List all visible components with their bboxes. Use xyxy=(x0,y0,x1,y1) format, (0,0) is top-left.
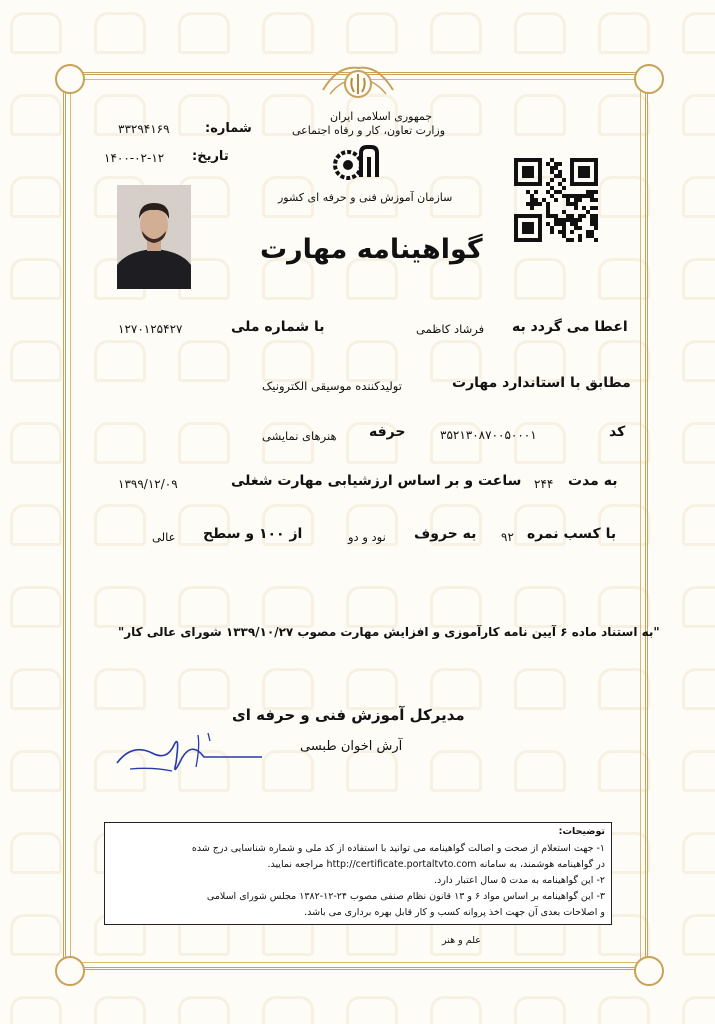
corner-ornament xyxy=(634,956,664,986)
watermark-tile xyxy=(682,12,715,54)
watermark-tile xyxy=(178,996,230,1024)
watermark-tile xyxy=(10,340,62,382)
watermark-tile xyxy=(430,12,482,54)
watermark-tile xyxy=(10,94,62,136)
signatory-title: مدیرکل آموزش فنی و حرفه ای xyxy=(232,706,465,724)
watermark-tile xyxy=(682,914,715,956)
standard-value: تولیدکننده موسیقی الکترونیک xyxy=(262,379,402,393)
watermark-tile xyxy=(10,12,62,54)
code-value: ۳۵۲۱۳۰۸۷۰۰۵۰۰۰۱ xyxy=(440,428,537,442)
in-words-label: به حروف xyxy=(414,526,477,542)
hours-label: ساعت و بر اساس ارزشیابی مهارت شغلی xyxy=(231,473,522,489)
date-label: تاریخ: xyxy=(192,149,229,164)
organization-name: سازمان آموزش فنی و حرفه ای کشور xyxy=(278,191,453,204)
iran-emblem-icon xyxy=(318,60,398,106)
watermark-tile xyxy=(262,996,314,1024)
profession-value: هنرهای نمایشی xyxy=(262,429,337,443)
handwritten-signature xyxy=(112,723,267,783)
qr-code-icon xyxy=(514,158,598,242)
ministry-name: وزارت تعاون، کار و رفاه اجتماعی xyxy=(292,124,446,137)
certificate-title: گواهینامه مهارت xyxy=(260,234,483,265)
note-line: و اصلاحات بعدی آن جهت اخذ پروانه کسب و کار قابل بهره برداری می باشد. xyxy=(304,907,605,918)
watermark-tile xyxy=(10,258,62,300)
out-of-label: از ۱۰۰ و سطح xyxy=(203,526,303,542)
corner-ornament xyxy=(634,64,664,94)
signatory-name: آرش اخوان طبسی xyxy=(300,739,403,754)
footer-motto: علم و هنر xyxy=(442,935,481,946)
watermark-tile xyxy=(10,750,62,792)
note-line: در گواهینامه هوشمند، به سامانه http://certificate.portaltvto.com مراجعه نمایید. xyxy=(267,859,605,870)
watermark-tile xyxy=(682,422,715,464)
score-label: با کسب نمره xyxy=(527,526,617,542)
watermark-tile xyxy=(346,12,398,54)
watermark-tile xyxy=(94,996,146,1024)
watermark-tile xyxy=(598,12,650,54)
watermark-tile xyxy=(430,996,482,1024)
level-value: عالی xyxy=(152,530,176,544)
profession-label: حرفه xyxy=(369,424,406,440)
watermark-tile xyxy=(682,832,715,874)
watermark-tile xyxy=(682,750,715,792)
watermark-tile xyxy=(682,94,715,136)
watermark-tile xyxy=(94,12,146,54)
assessment-date: ۱۳۹۹/۱۲/۰۹ xyxy=(118,477,178,491)
in-words-value: نود و دو xyxy=(348,530,386,544)
statute-text: "به استناد ماده ۶ آیین نامه کارآموزی و افزایش مهارت مصوب ۱۳۳۹/۱۰/۲۷ شورای عالی کار" xyxy=(118,625,660,639)
corner-ornament xyxy=(55,956,85,986)
note-line: ۳- این گواهینامه بر اساس مواد ۶ و ۱۳ قانون نظام صنفی مصوب ۲۴-۱۲-۱۳۸۲ مجلس شورای اسلامی xyxy=(206,891,605,902)
watermark-tile xyxy=(10,668,62,710)
watermark-tile xyxy=(10,832,62,874)
watermark-tile xyxy=(10,504,62,546)
watermark-tile xyxy=(514,996,566,1024)
awarded-to-label: اعطا می گردد به xyxy=(512,319,628,335)
watermark-tile xyxy=(346,996,398,1024)
watermark-tile xyxy=(514,12,566,54)
date-value: ۱۴۰۰-۰۲-۱۲ xyxy=(104,151,165,165)
code-label: کد xyxy=(609,424,626,440)
watermark-tile xyxy=(598,996,650,1024)
corner-ornament xyxy=(55,64,85,94)
note-line: ۱- جهت استعلام از صحت و اصالت گواهینامه می توانید با استفاده از کد ملی و شماره شناسایی درج شده xyxy=(191,843,605,854)
watermark-tile xyxy=(10,586,62,628)
recipient-photo xyxy=(117,185,191,289)
standard-label: مطابق با استاندارد مهارت xyxy=(452,375,631,391)
watermark-tile xyxy=(682,668,715,710)
watermark-tile xyxy=(682,340,715,382)
score-value: ۹۲ xyxy=(501,530,514,544)
watermark-tile xyxy=(10,996,62,1024)
recipient-name: فرشاد کاظمی xyxy=(416,322,485,336)
watermark-tile xyxy=(178,12,230,54)
watermark-tile xyxy=(682,586,715,628)
number-value: ۳۳۲۹۴۱۶۹ xyxy=(118,122,170,136)
watermark-tile xyxy=(682,996,715,1024)
number-label: شماره: xyxy=(205,121,252,136)
national-id-label: با شماره ملی xyxy=(231,319,325,335)
national-id-value: ۱۲۷۰۱۲۵۴۲۷ xyxy=(118,322,183,336)
watermark-tile xyxy=(10,422,62,464)
country-name: جمهوری اسلامی ایران xyxy=(330,110,433,123)
note-line: ۲- این گواهینامه به مدت ۵ سال اعتبار دارد. xyxy=(434,875,605,886)
watermark-tile xyxy=(262,12,314,54)
tvto-logo-icon xyxy=(331,143,383,185)
duration-value: ۲۴۴ xyxy=(534,477,554,491)
watermark-tile xyxy=(10,176,62,218)
notes-heading: توضیحات: xyxy=(558,826,605,837)
duration-label: به مدت xyxy=(568,473,618,489)
watermark-tile xyxy=(682,504,715,546)
notes-box xyxy=(104,822,612,925)
watermark-tile xyxy=(682,176,715,218)
watermark-tile xyxy=(682,258,715,300)
watermark-tile xyxy=(10,914,62,956)
